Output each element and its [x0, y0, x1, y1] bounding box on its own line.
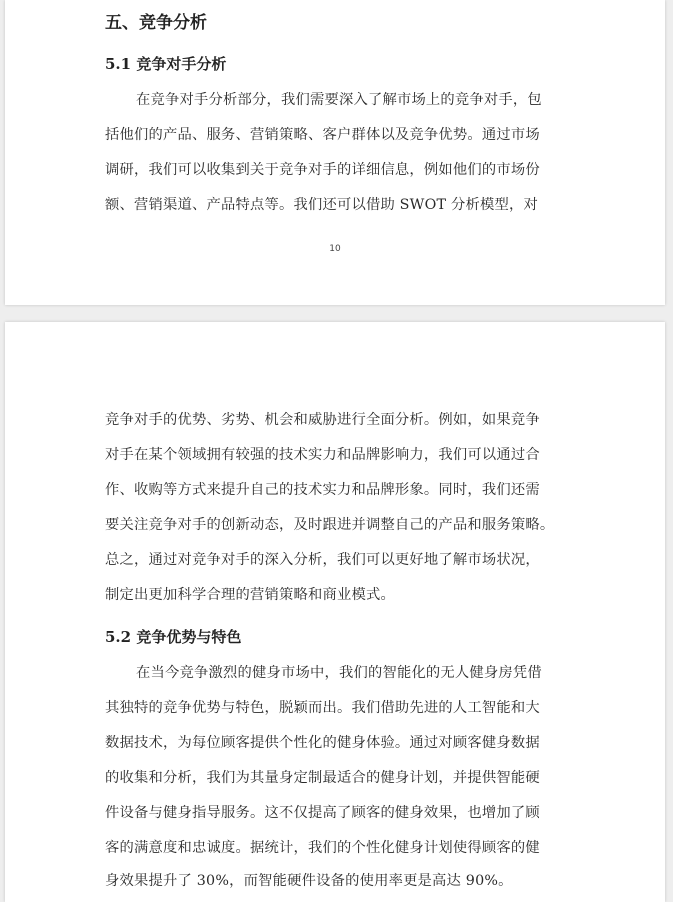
document-page-10 — [5, 0, 665, 305]
paragraph-line: 身效果提升了 30%，而智能硬件设备的使用率更是高达 90%。 — [105, 873, 513, 889]
paragraph-line: 数据技术，为每位顾客提供个性化的健身体验。通过对顾客健身数据 — [105, 735, 540, 751]
paragraph-line: 客的满意度和忠诚度。据统计，我们的个性化健身计划使得顾客的健 — [105, 840, 540, 856]
paragraph-line: 件设备与健身指导服务。这不仅提高了顾客的健身效果，也增加了顾 — [105, 805, 540, 821]
document-page-11 — [5, 322, 665, 902]
paragraph-line: 在当今竞争激烈的健身市场中，我们的智能化的无人健身房凭借 — [136, 665, 542, 681]
paragraph-line: 作、收购等方式来提升自己的技术实力和品牌形象。同时，我们还需 — [105, 482, 540, 498]
paragraph-line: 额、营销渠道、产品特点等。我们还可以借助 SWOT 分析模型，对 — [105, 197, 538, 213]
paragraph-line: 总之，通过对竞争对手的深入分析，我们可以更好地了解市场状况， — [105, 552, 540, 568]
paragraph-line: 其独特的竞争优势与特色，脱颖而出。我们借助先进的人工智能和大 — [105, 700, 540, 716]
subsection-heading-5-1: 5.1 竞争对手分析 — [105, 55, 227, 73]
paragraph-line: 的收集和分析，我们为其量身定制最适合的健身计划，并提供智能硬 — [105, 770, 540, 786]
subsection-heading-5-2: 5.2 竞争优势与特色 — [105, 628, 242, 646]
paragraph-line: 制定出更加科学合理的营销策略和商业模式。 — [105, 587, 395, 603]
paragraph-line: 对手在某个领域拥有较强的技术实力和品牌影响力，我们可以通过合 — [105, 447, 540, 463]
paragraph-line: 竞争对手的优势、劣势、机会和威胁进行全面分析。例如，如果竞争 — [105, 412, 540, 428]
paragraph-line: 括他们的产品、服务、营销策略、客户群体以及竞争优势。通过市场 — [105, 127, 540, 143]
page-number: 10 — [329, 244, 341, 254]
paragraph-line: 调研，我们可以收集到关于竞争对手的详细信息，例如他们的市场份 — [105, 162, 540, 178]
paragraph-line: 要关注竞争对手的创新动态，及时跟进并调整自己的产品和服务策略。 — [105, 517, 555, 533]
section-heading: 五、竞争分析 — [105, 13, 207, 33]
paragraph-line: 在竞争对手分析部分，我们需要深入了解市场上的竞争对手，包 — [136, 92, 542, 108]
